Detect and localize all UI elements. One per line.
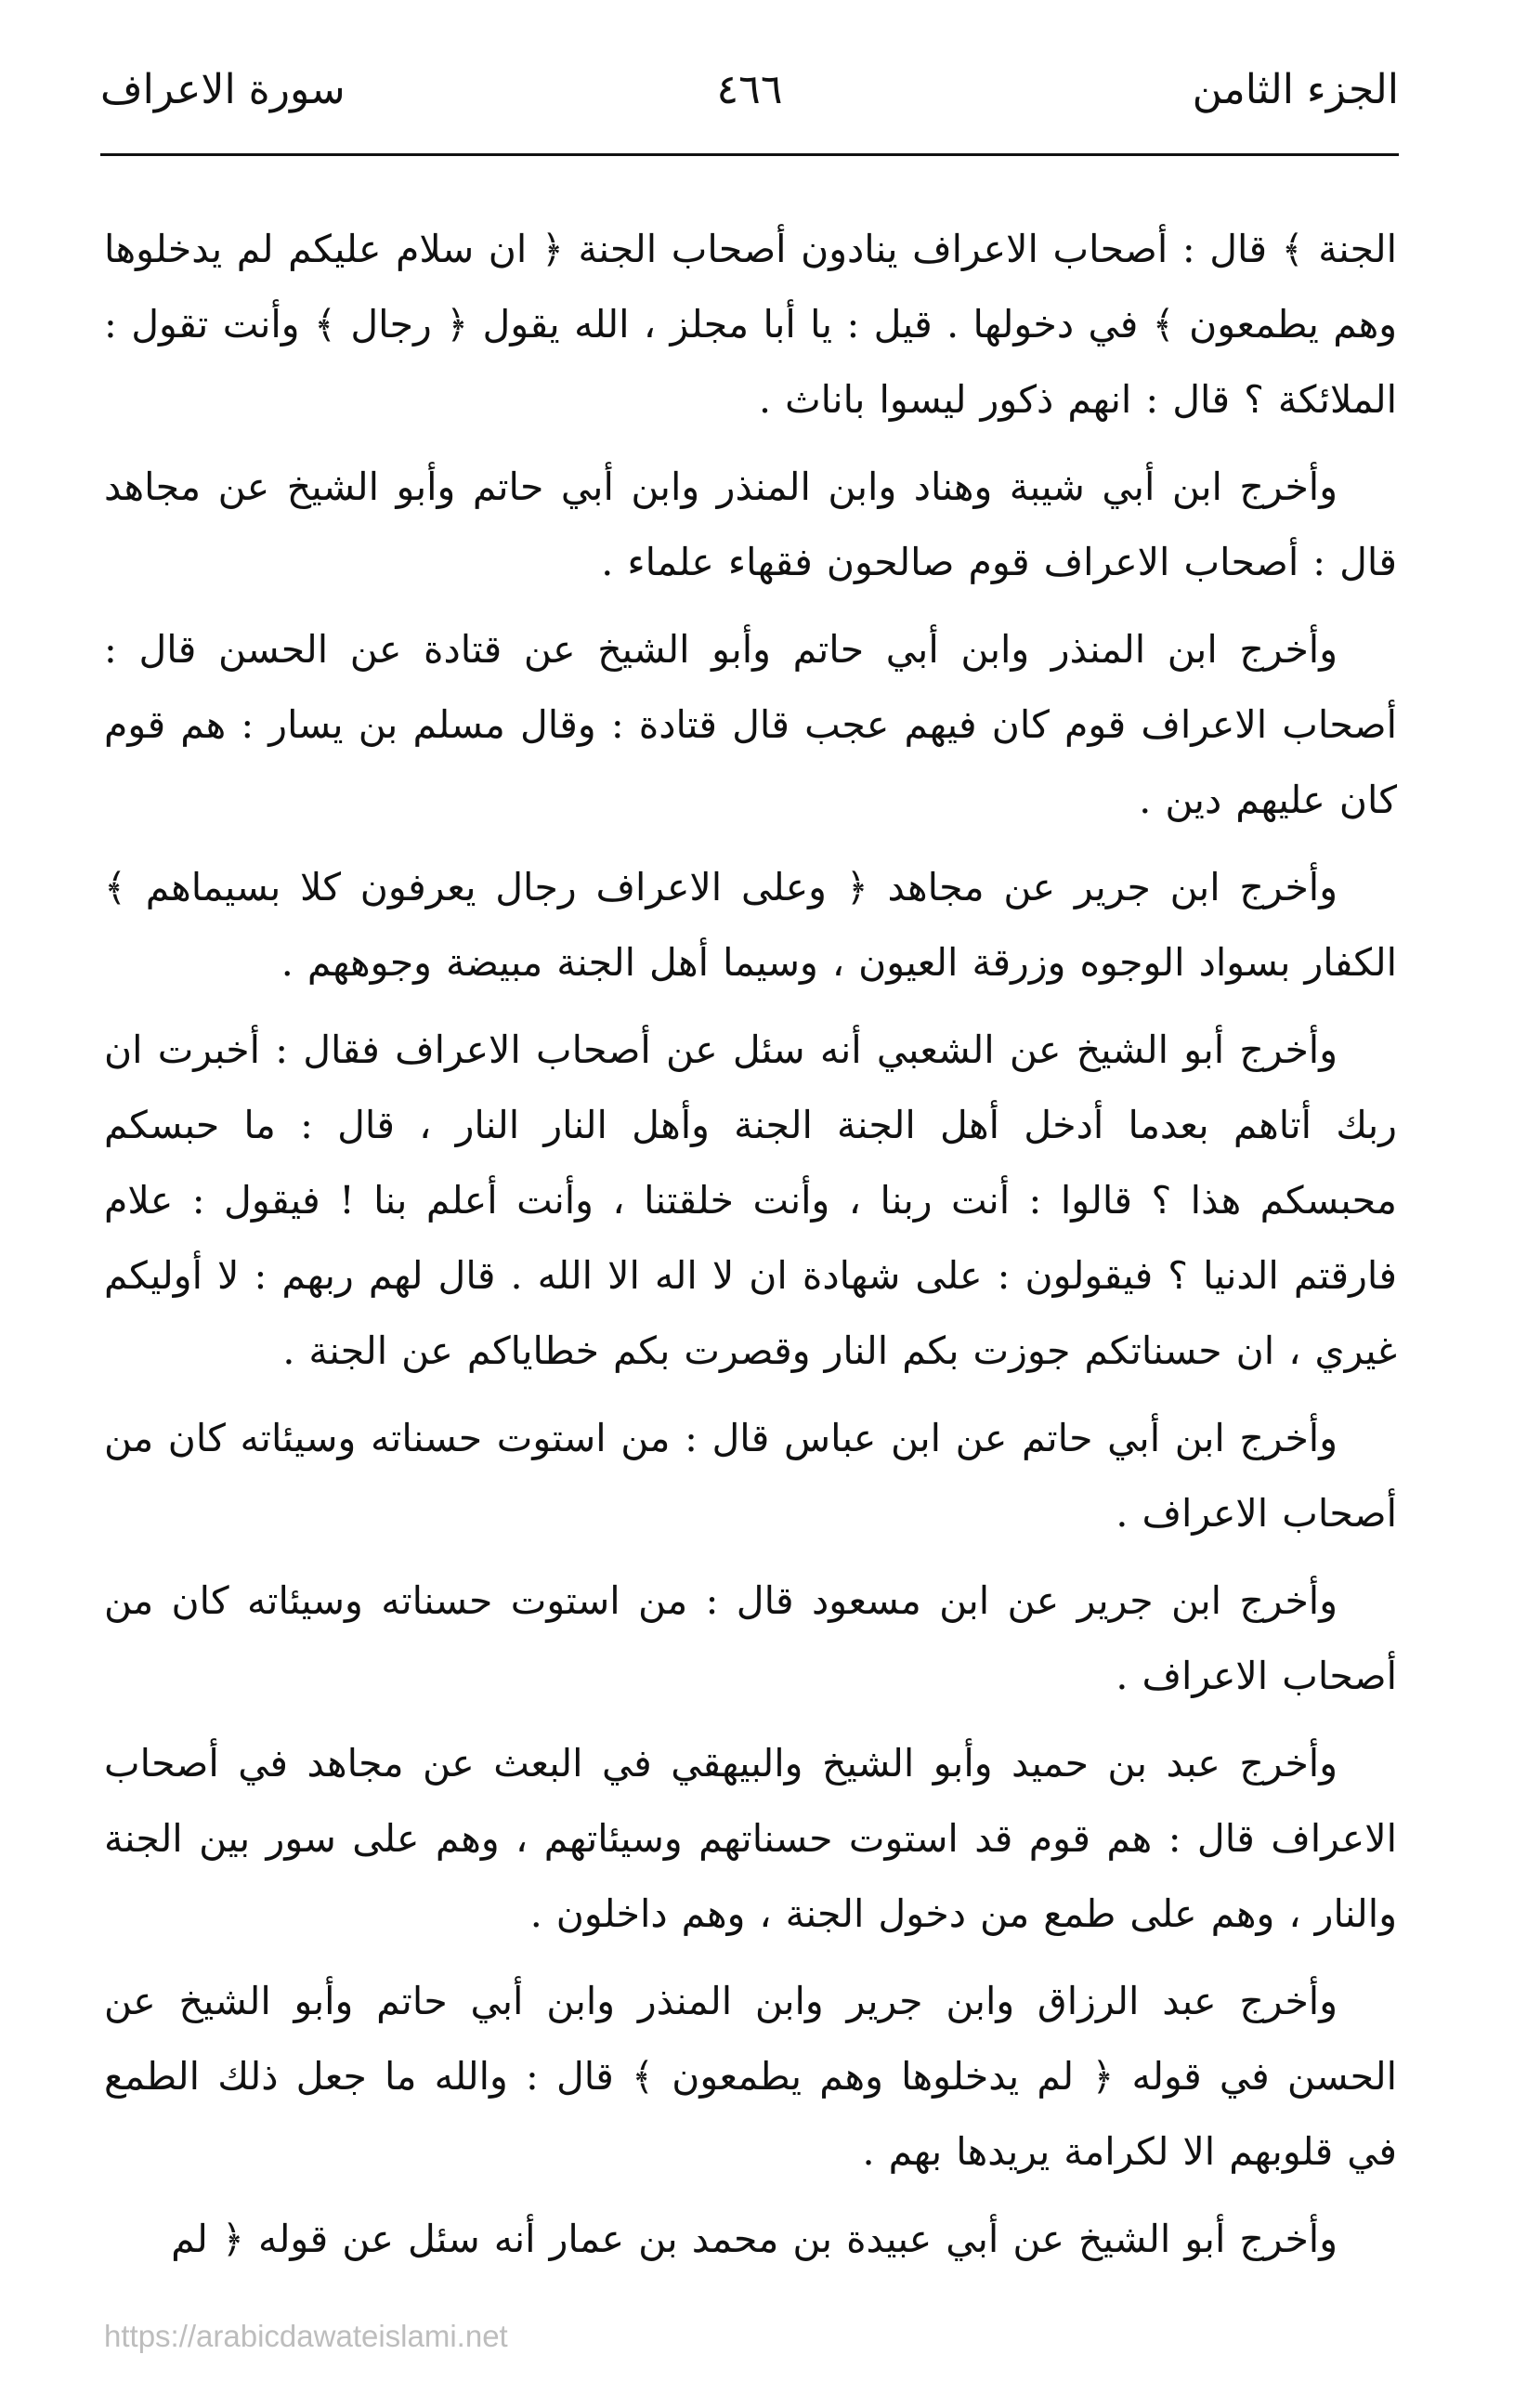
watermark-url: https://arabicdawateislami.net xyxy=(104,2319,508,2353)
paragraph-10: وأخرج أبو الشيخ عن أبي عبيدة بن محمد بن عمار أنه سئل عن قوله ﴿ لم xyxy=(171,2217,1338,2261)
paragraph-1: الجنة ﴾ قال : أصحاب الاعراف ينادون أصحاب الجنة ﴿ ان سلام عليكم لم يدخلوها وهم يطمعون ﴾ في دخولها . قيل : يا أبا مجلز ، الله يقول ﴿ رجال ﴾ وأنت تقول : الملائكة ؟ قال : انهم ذكور ليسوا باناث . xyxy=(104,227,1397,422)
page-header xyxy=(100,58,1399,123)
paragraph-4: وأخرج ابن جرير عن مجاهد ﴿ وعلى الاعراف رجال يعرفون كلا بسيماهم ﴾ الكفار بسواد الوجوه وزرقة العيون ، وسيما أهل الجنة مبيضة وجوههم . xyxy=(104,865,1397,985)
header-divider xyxy=(100,153,1399,156)
page-number: ٤٦٦ xyxy=(716,66,783,113)
paragraph-3: وأخرج ابن المنذر وابن أبي حاتم وأبو الشيخ عن قتادة عن الحسن قال : أصحاب الاعراف قوم كان فيهم عجب قال قتادة : وقال مسلم بن يسار : هم قوم كان عليهم دين . xyxy=(104,627,1397,822)
paragraph-2: وأخرج ابن أبي شيبة وهناد وابن المنذر وابن أبي حاتم وأبو الشيخ عن مجاهد قال : أصحاب الاعراف قوم صالحون فقهاء علماء . xyxy=(104,464,1397,584)
paragraph-9: وأخرج عبد الرزاق وابن جرير وابن المنذر وابن أبي حاتم وأبو الشيخ عن الحسن في قوله ﴿ لم يدخلوها وهم يطمعون ﴾ قال : والله ما جعل ذلك الطمع في قلوبهم الا لكرامة يريدها بهم . xyxy=(104,1979,1397,2174)
page-body xyxy=(104,212,1397,2289)
paragraph-6: وأخرج ابن أبي حاتم عن ابن عباس قال : من استوت حسناته وسيئاته كان من أصحاب الاعراف . xyxy=(104,1416,1397,1536)
surah-label: سورة الاعراف xyxy=(100,66,346,113)
paragraph-7: وأخرج ابن جرير عن ابن مسعود قال : من استوت حسناته وسيئاته كان من أصحاب الاعراف . xyxy=(104,1578,1397,1698)
volume-label: الجزء الثامن xyxy=(1192,66,1399,113)
paragraph-5: وأخرج أبو الشيخ عن الشعبي أنه سئل عن أصحاب الاعراف فقال : أخبرت ان ربك أتاهم بعدما أدخل أهل الجنة الجنة وأهل النار النار ، قال : ما حبسكم محبسكم هذا ؟ قالوا : أنت ربنا ، وأنت خلقتنا ، وأنت أعلم بنا ! فيقول : علام فارقتم الدنيا ؟ فيقولون : على شهادة ان لا اله الا الله . قال لهم ربهم : لا أوليكم غيري ، ان حسناتكم جوزت بكم النار وقصرت بكم خطاياكم عن الجنة . xyxy=(104,1027,1397,1373)
paragraph-8: وأخرج عبد بن حميد وأبو الشيخ والبيهقي في البعث عن مجاهد في أصحاب الاعراف قال : هم قوم قد استوت حسناتهم وسيئاتهم ، وهم على سور بين الجنة والنار ، وهم على طمع من دخول الجنة ، وهم داخلون . xyxy=(104,1741,1397,1936)
